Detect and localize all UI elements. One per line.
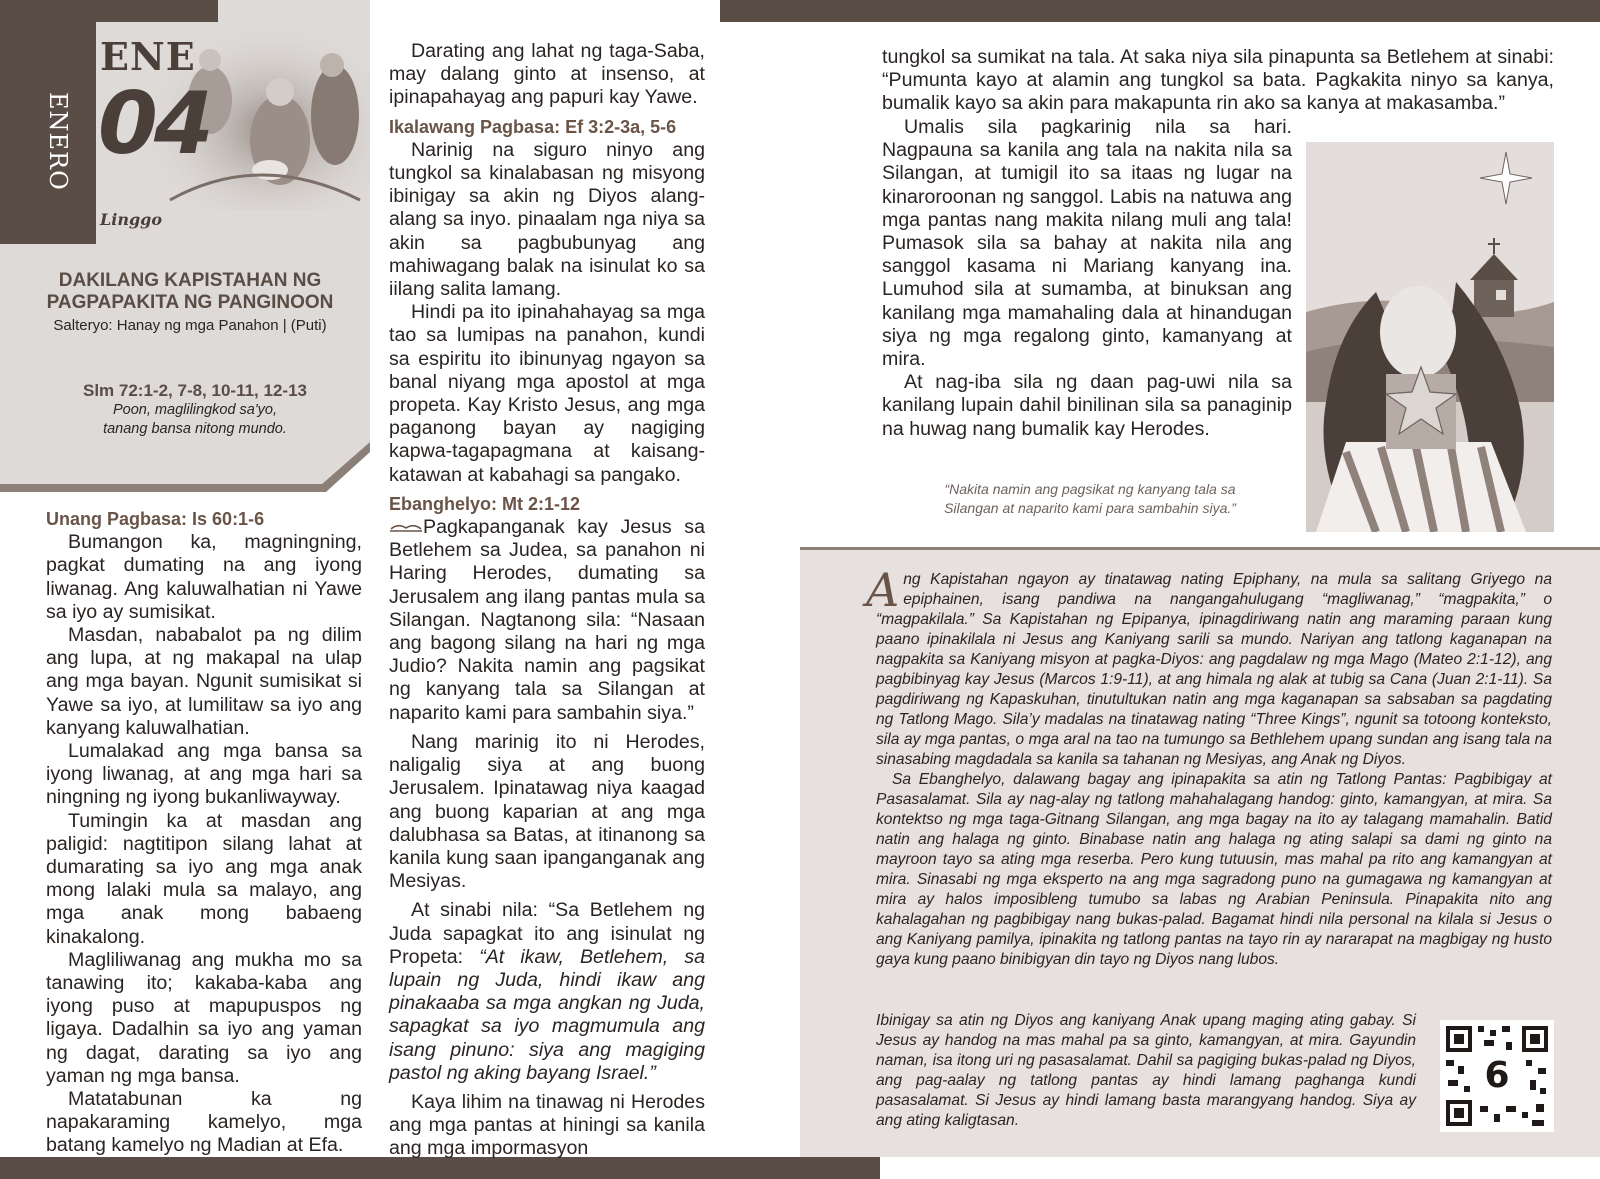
gospel-para-text: Pagkapanganak kay Jesus sa Betlehem sa Judea, sa panahon ni Haring Herodes, dumating sa Jerusalem ang ilang pantas mula sa Silangan. Nagtanong sila: “Nasaan ang bagong silang na hari ng mga Judio? Nakita namin ang pagsikat ng kanyang tala sa Silangan at naparito kami para sambahin siya.”: [389, 516, 705, 724]
psalm-ref: Slm 72:1-2, 7-8, 10-11, 12-13: [83, 381, 307, 400]
caption-line1: “Nakita namin ang pagsikat ng kanyang tala sa: [944, 481, 1236, 497]
reflection-last-para: Ibinigay sa atin ng Diyos ang kaniyang Anak upang maging ating gabay. Si Jesus ay handog na mas mahal pa sa ginto, kamangyan, at mira. Gayundin naman, isa itong uri ng pasasalamat. Dahil sa pagiging bukas-palad ng Diyos, ang pag-aalay ng tatlong pantas ay hindi lamang paghanga kundi pasasalamat. Si Jesus ay hindi lamang basta marangyang handog. Siya ay ang ating kaligtasan.: [876, 1012, 1416, 1129]
reflection-para: Sa Ebanghelyo, dalawang bagay ang ipinapakita sa atin ng Tatlong Pantas: Pagbibigay at Pasasalamat. Sila ay nag-alay ng tatlong mahahalagang handog: ginto, kamangyan, at mira. Sa kontektso ng mga taga-Gitnang Silangan, ang mga bagay na ito ay talagang mamahalin. Batid natin ang halaga ng ginto. Binabase natin ang halaga ng ating salapi sa dami ng ginto na mayroon tayo sa ating mga reserba. Pero kung tutuusin, mas mahal pa rito ang kamangyan at mira. Sinasabi ng mga eksperto na ang mga sagradong puno na gumagawa ng kamangyan at mira ay halos imposibleng tumubo sa labas ng Arabian Peninsula. Pinapakita nito ang kahalagahan ng pagbibigay nang bukas-palad. Bagamat hindi nila personal na kilala si Jesus o ang Kaniyang pamilya, ipinakita ng tatlong pantas na tayo rin ay nararapat na magbigay ng husto gaya kung paano binibigyan din tayo ng Diyos nang lubos.: [876, 771, 1552, 968]
gospel-para: Umalis sila pagkarinig nila sa hari. Nagpauna sa kanila ang tala na nakita nila sa Silangan, at tumigil ito sa itaas ng lugar na kinaroroonan ng sanggol. Labis na natuwa ang mga pantas nang makita nilang muli ang tala! Pumasok sila sa bahay at nakita nila ang sanggol kasama ni Mariang kanyang ina. Lumuhod sila at sumamba, at binuksan ang kanilang mga mamahaling dala at hinandugan siya ng mga regalong ginto, kamanyang at mira.: [882, 116, 1292, 371]
gospel-para: Nang marinig ito ni Herodes, naligalig siya at ang buong Jerusalem. Ipinatawag niya kaagad ang buong kaparian at ang mga dalubhasa sa Batas, at itinanong sa kanila kung saan ipanganganak ang Mesiyas.: [389, 730, 705, 893]
drop-cap: A: [866, 563, 900, 617]
psalm-block: [80, 380, 310, 439]
reflection-text: [866, 563, 1552, 970]
weekday: Linggo: [100, 210, 163, 229]
month-abbr: ENE: [100, 34, 196, 79]
psalm-response-1: Poon, maglilingkod sa'yo,: [113, 402, 277, 418]
gospel-para-text: At sinabi nila: “Sa Betlehem ng Juda sapagkat ito ang isinulat ng Propeta:: [389, 899, 705, 968]
psalm-response-2: tanang bansa nitong mundo.: [103, 421, 287, 437]
reading1-heading: Unang Pagbasa: Is 60:1-6: [46, 509, 265, 529]
feast-title-line2: PAGPAPAKITA NG PANGINOON: [46, 292, 334, 313]
gospel-para: [389, 516, 705, 725]
reading1-para: Matatabunan ka ng napakaraming kamelyo, mga batang kamelyo ng Madian at Efa.: [46, 1088, 362, 1157]
qr-label: 6: [1484, 1055, 1510, 1096]
reading1-para: Bumangon ka, magningning, pagkat dumating na ang iyong liwanag. Ang kaluwalhatian ni Yawe sa iyo ay sumisikat.: [46, 531, 362, 623]
reading1-para: Magliliwanag ang mukha mo sa tanawing ito; kakaba-kaba ang iyong puso at mapupuspos ng ligaya. Dadalhin sa iyo ang yaman ng dagat, darating sa iyo ang yaman ng mga bansa.: [46, 948, 362, 1087]
open-book-icon: [389, 519, 423, 533]
reading1-para: Masdan, nababalot pa ng dilim ang lupa, at ng makapal na ulap ang mga bayan. Ngunit sumisikat si Yawe sa iyo, at lumilitaw sa iyo ang kanyang kaluwalhatian.: [46, 624, 362, 739]
reflection-para: [866, 563, 1552, 770]
reading1-para: Tumingin ka at masdan ang paligid: nagtitipon silang lahat at dumarating sa iyo ang mga anak mong lalaki mula sa malayo, ang mga anak mong babaeng kinakalong.: [46, 809, 362, 948]
reading2-para: Hindi pa ito ipinahahayag sa mga tao sa lumipas na panahon, kundi sa espiritu ito ibinunyag ngayon sa banal niyang mga apostol at mga propeta. Kay Kristo Jesus, ang mga paganong bayan ay nagiging kapwa-tagapagmana at kaisang-katawan at kabahagi sa pangako.: [389, 301, 705, 486]
reading1-column: [46, 508, 362, 1158]
qr-code[interactable]: [1440, 1020, 1554, 1132]
reading1-para: Lumalakad ang mga bansa sa iyong liwanag, at ang mga hari sa ningning ng iyong bukanliwayway.: [46, 740, 362, 809]
girl-with-star-illustration: [1306, 142, 1554, 532]
gospel-continuation-narrow: [882, 116, 1292, 441]
prophecy-quote: “At ikaw, Betlehem, sa lupain ng Juda, hindi ikaw ang pinakaaba sa mga angkan ng Juda, sapagkat sa iyo magmumula ang isang pinuno: siya ang magiging pastol ng aking bayang Israel.”: [389, 945, 706, 1084]
middle-column: [389, 40, 705, 1161]
illustration-caption: [880, 480, 1300, 518]
feast-title-line1: DAKILANG KAPISTAHAN NG: [58, 270, 322, 291]
top-right-bar: [720, 0, 1600, 22]
gospel-para: [389, 899, 705, 1085]
caption-line2: Silangan at naparito kami para sambahin siya.”: [944, 500, 1236, 516]
gospel-continuation-wide: tungkol sa sumikat na tala. At saka niya sila pinapunta sa Betlehem at sinabi: “Pumunta kayo at alamin ang tungkol sa bata. Pagkakita ninyo sa kanya, bumalik kayo sa akin para makapunta rin ako sa kanya at makasamba.”: [882, 46, 1554, 115]
day-number: 04: [98, 74, 210, 174]
feast-title: [40, 270, 340, 314]
reflection-para-text: ng Kapistahan ngayon ay tinatawag nating Epiphany, na mula sa salitang Griyego na epiphainen, isang pandiwa na nangangahulugang “magliwanag,” “magpakita,” o “magpakilala.” Sa Kapistahan ng Epipanya, ipinagdiriwang natin ang maraming paraan kung paano ipinakilala ni Jesus ang Kaniyang sarili sa mundo. Nariyan ang tatlong kaganapan na nagpakita sa Kaniyang misyon at pagka-Diyos: ang pagdalaw ng mga Mago (Mateo 2:1-12), ang pagbibinyag kay Jesus (Marcos 1:9-11), at ang himala ng alak at tubig sa Cana (Juan 2:1-11). Sa pagdiriwang ng Kapaskuhan, tinutultukan natin ang mga kaganapan sa sabsaban sa pagdating ng Tatlong Mago. Sila’y madalas na tinatawag nating “Three Kings”, ngunit sa totoong konteksto, sila ay mga pantas, o mga aral na tao na tumungo sa Bethlehem upang sundan ang isang tala na sinasabing magdadala sa kanila sa tahanan ng Mesiyas, ang Anak ng Diyos.: [876, 571, 1552, 768]
gospel-para: At nag-iba sila ng daan pag-uwi nila sa kanilang lupain dahil binilinan sila sa panaginip na huwag nang bumalik kay Herodes.: [882, 371, 1292, 440]
gospel-para: Kaya lihim na tinawag ni Herodes ang mga pantas at hiningi sa kanila ang mga impormasyon: [389, 1090, 705, 1160]
gospel-heading: Ebanghelyo: Mt 2:1-12: [389, 493, 581, 514]
reading2-heading: Ikalawang Pagbasa: Ef 3:2-3a, 5-6: [389, 116, 677, 137]
reading1-continuation: Darating ang lahat ng taga-Saba, may dalang ginto at insenso, at ipinapahayag ang papuri kay Yawe.: [389, 40, 705, 109]
reading2-para: Narinig na siguro ninyo ang tungkol sa kinalabasan ng misyong ibinigay sa akin ng Diyos alang-alang sa inyo. pinaalam nga niya sa akin sa pagbubunyag ang mahiwagang balak na isinulat ko sa iilang salita lamang.: [389, 138, 705, 301]
month-full: ENERO: [44, 92, 72, 191]
psalter: Salteryo: Hanay ng mga Panahon | (Puti): [53, 317, 327, 334]
